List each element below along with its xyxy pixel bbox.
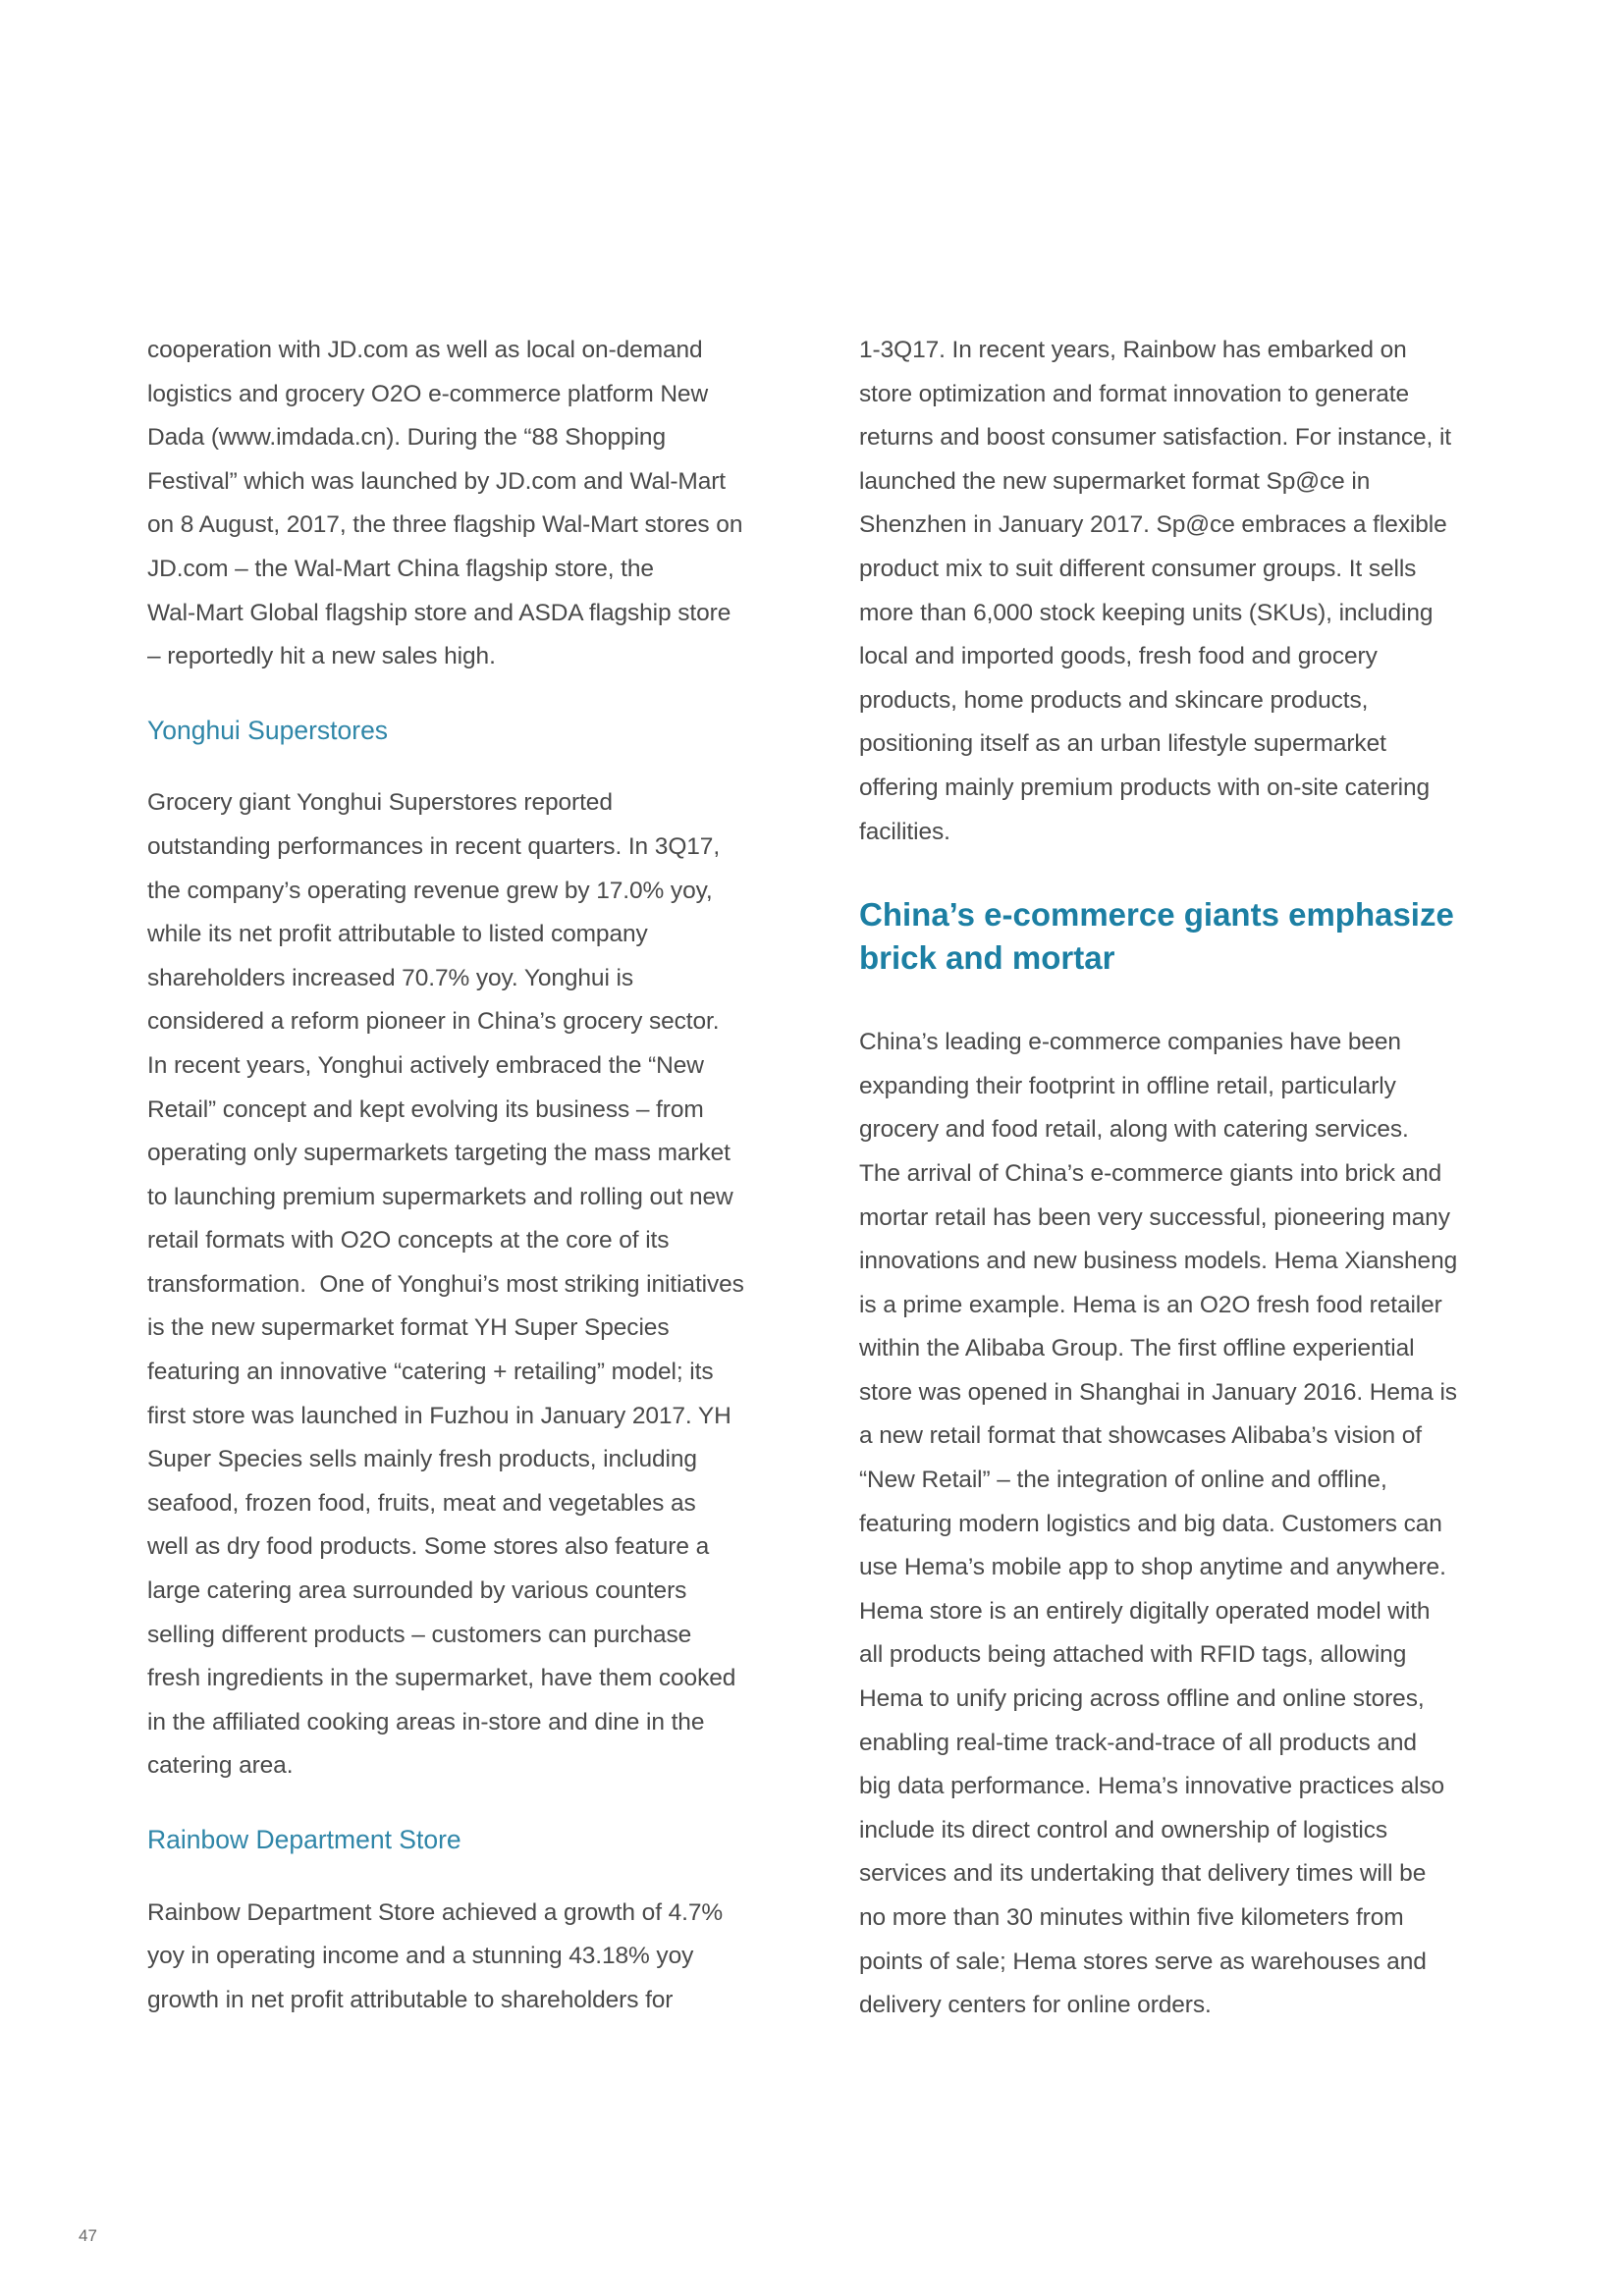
subhead-rainbow: Rainbow Department Store [147, 1825, 461, 1854]
right-column [859, 329, 1497, 2028]
paragraph-jd-walmart: cooperation with JD.com as well as local on-demand logistics and grocery O2O e-commerce platform New Dada (www.imdada.cn). During the “88 Shopping Festival” which was launched by JD.com and Wal-Mart on 8 August, 2017, the three flagship Wal-Mart stores on JD.com – the Wal-Mart China flagship store, the Wal-Mart Global flagship store and ASDA flagship store – reportedly hit a new sales high. [147, 337, 743, 670]
page-number: 47 [79, 2226, 97, 2245]
section-heading-ecommerce: China’s e-commerce giants emphasize brick and mortar [859, 896, 1454, 977]
paragraph-hema: China’s leading e-commerce companies have been expanding their footprint in offline retail, particularly grocery and food retail, along with catering services. The arrival of China’s e-commerce giants into brick and mortar retail has been very successful, pioneering many innovations and new business models. Hema Xiansheng is a prime example. Hema is an O2O fresh food retailer within the Alibaba Group. The first offline experiential store was opened in Shanghai in January 2016. Hema is a new retail format that showcases Alibaba’s vision of “New Retail” – the integration of online and offline, featuring modern logistics and big data. Customers can use Hema’s mobile app to shop anytime and anywhere. Hema store is an entirely digitally operated model with all products being attached with RFID tags, allowing Hema to unify pricing across offline and online stores, enabling real-time track-and-trace of all products and big data performance. Hema’s innovative practices also include its direct control and ownership of logistics services and its undertaking that delivery times will be no more than 30 minutes within five kilometers from points of sale; Hema stores serve as warehouses and delivery centers for online orders. [859, 1029, 1458, 2019]
paragraph-rainbow-continued: 1-3Q17. In recent years, Rainbow has embarked on store optimization and format innovation to generate returns and boost consumer satisfaction. For instance, it launched the new supermarket format Sp@ce in Shenzhen in January 2017. Sp@ce embraces a flexible product mix to suit different consumer groups. It sells more than 6,000 stock keeping units (SKUs), including local and imported goods, fresh food and grocery products, home products and skincare products, positioning itself as an urban lifestyle supermarket offering mainly premium products with on-site catering facilities. [859, 337, 1452, 845]
paragraph-rainbow-intro: Rainbow Department Store achieved a growth of 4.7% yoy in operating income and a stunning 43.18% yoy growth in net profit attributable to shareholders for [147, 1898, 724, 2013]
left-column [147, 329, 785, 2022]
paragraph-yonghui: Grocery giant Yonghui Superstores reported outstanding performances in recent quarters. In 3Q17, the company’s operating revenue grew by 17.0% yoy, while its net profit attributable to listed company shareholders increased 70.7% yoy. Yonghui is considered a reform pioneer in China’s grocery sector. In recent years, Yonghui actively embraced the “New Retail” concept and kept evolving its business – from operating only supermarkets targeting the mass market to launching premium supermarkets and rolling out new retail formats with O2O concepts at the core of its transformation. One of Yonghui’s most striking initiatives is the new supermarket format YH Super Species featuring an innovative “catering + retailing” model; its first store was launched in Fuzhou in January 2017. YH Super Species sells mainly fresh products, including seafood, frozen food, fruits, meat and vegetables as well as dry food products. Some stores also feature a large catering area surrounded by various counters selling different products – customers can purchase fresh ingredients in the supermarket, have them cooked in the affiliated cooking areas in-store and dine in the catering area. [147, 789, 744, 1780]
subhead-yonghui: Yonghui Superstores [147, 715, 389, 745]
